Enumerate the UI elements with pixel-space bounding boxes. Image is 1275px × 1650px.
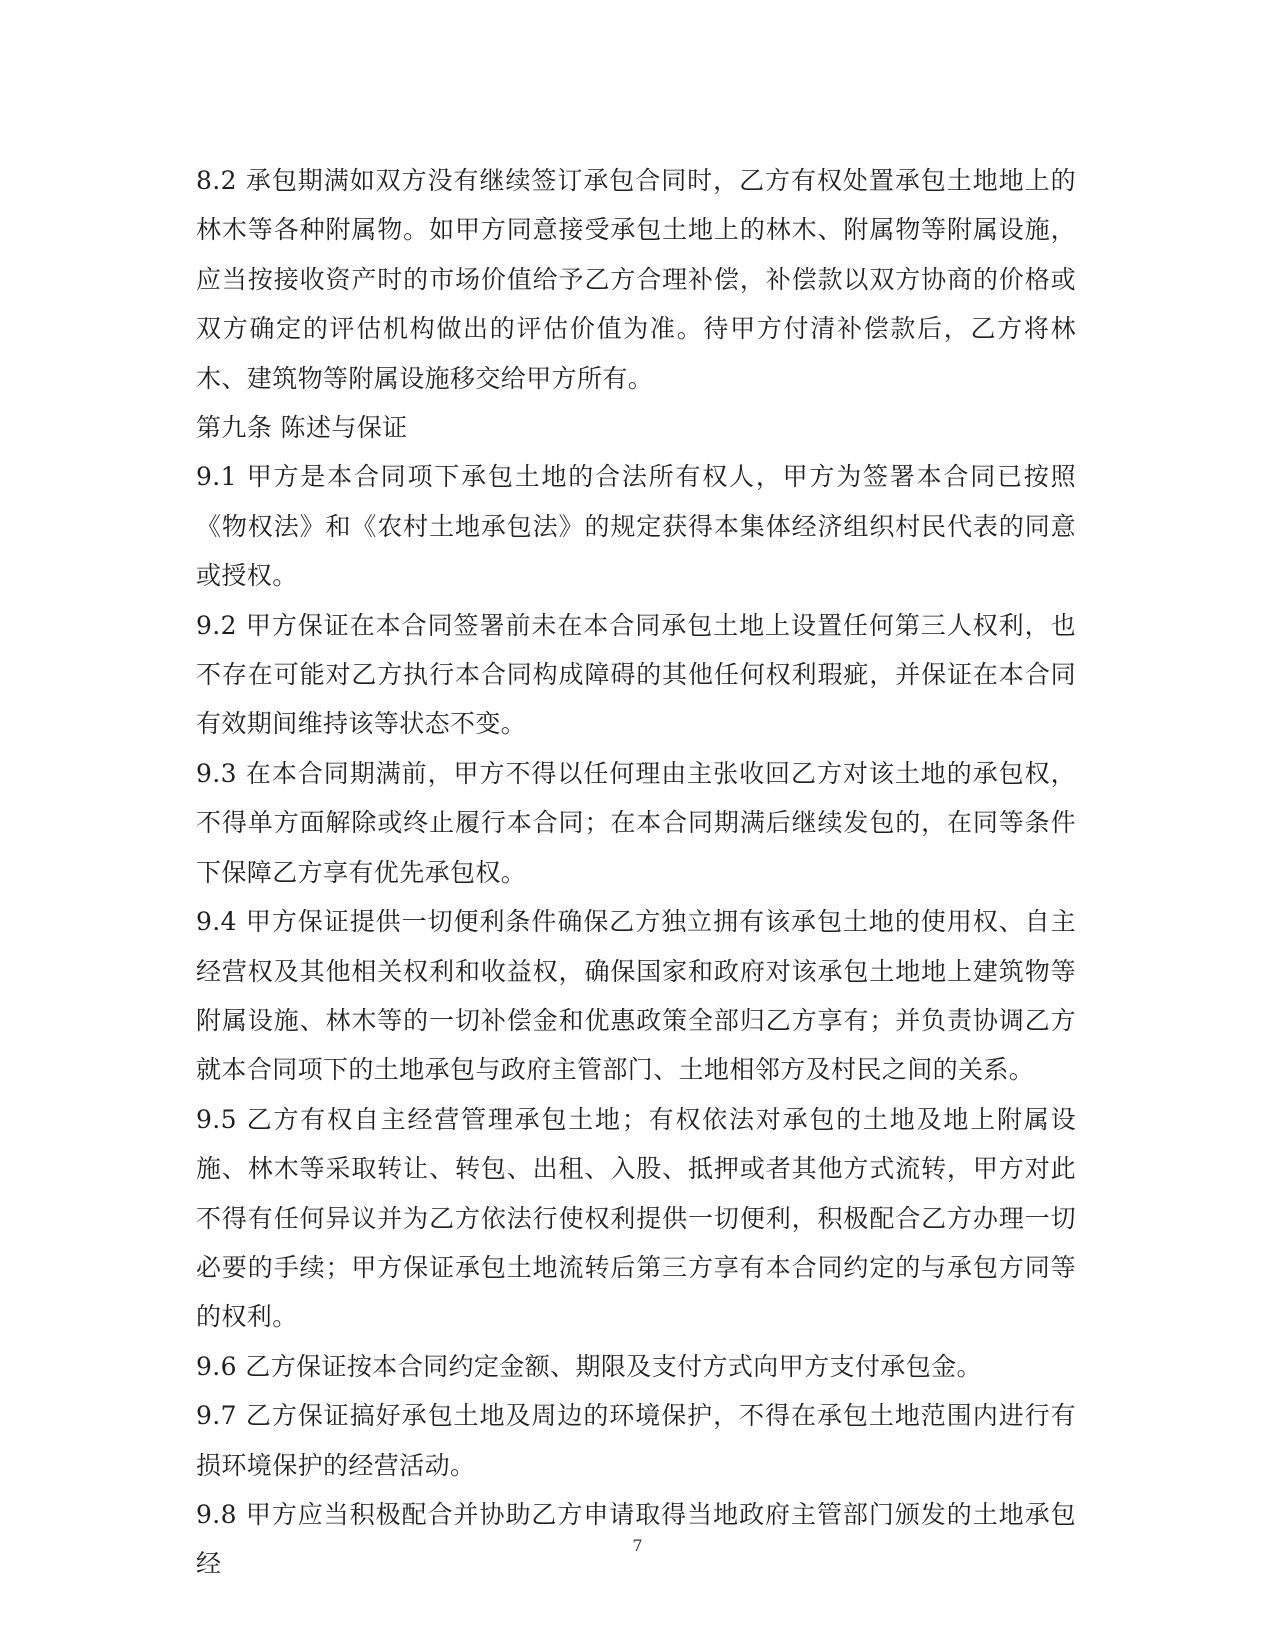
clause-9-4: 9.4 甲方保证提供一切便利条件确保乙方独立拥有该承包土地的使用权、自主经营权及其他相关权利和收益权，确保国家和政府对该承包土地地上建筑物等附属设施、林木等的一切补偿金和优惠政策全部归乙方享有；并负责协调乙方就本合同项下的土地承包与政府主管部门、土地相邻方及村民之间的关系。 — [196, 907, 1076, 1085]
clause-9-6: 9.6 乙方保证按本合同约定金额、期限及支付方式向甲方支付承包金。 — [196, 1351, 982, 1381]
clause-9-5: 9.5 乙方有权自主经营管理承包土地；有权依法对承包的土地及地上附属设施、林木等采取转让、转包、出租、入股、抵押或者其他方式流转，甲方对此不得有任何异议并为乙方依法行使权利提供一切便利，积极配合乙方办理一切必要的手续；甲方保证承包土地流转后第三方享有本合同约定的与承包方同等的权利。 — [196, 1104, 1076, 1332]
clause-9-8: 9.8 甲方应当积极配合并协助乙方申请取得当地政府主管部门颁发的土地承包经 — [196, 1499, 1076, 1579]
clause-8-2: 8.2 承包期满如双方没有继续签订承包合同时，乙方有权处置承包土地地上的林木等各种附属物。如甲方同意接受承包土地上的林木、附属物等附属设施，应当按接收资产时的市场价值给予乙方合理补偿，补偿款以双方协商的价格或双方确定的评估机构做出的评估价值为准。待甲方付清补偿款后，乙方将林木、建筑物等附属设施移交给甲方所有。 — [196, 166, 1076, 393]
clause-9-2: 9.2 甲方保证在本合同签署前未在本合同承包土地上设置任何第三人权利，也不存在可能对乙方执行本合同构成障碍的其他任何权利瑕疵，并保证在本合同有效期间维持该等状态不变。 — [196, 610, 1076, 739]
document-body — [196, 156, 1076, 1589]
clause-9-3: 9.3 在本合同期满前，甲方不得以任何理由主张收回乙方对该土地的承包权，不得单方面解除或终止履行本合同；在本合同期满后继续发包的，在同等条件下保障乙方享有优先承包权。 — [196, 758, 1076, 887]
page-number: 7 — [632, 1536, 643, 1555]
clause-9-1: 9.1 甲方是本合同项下承包土地的合法所有权人，甲方为签署本合同已按照《物权法》和《农村土地承包法》的规定获得本集体经济组织村民代表的同意或授权。 — [196, 462, 1076, 591]
article-9-heading: 第九条 陈述与保证 — [196, 413, 408, 443]
clause-9-7: 9.7 乙方保证搞好承包土地及周边的环境保护，不得在承包土地范围内进行有损环境保护的经营活动。 — [196, 1401, 1076, 1480]
